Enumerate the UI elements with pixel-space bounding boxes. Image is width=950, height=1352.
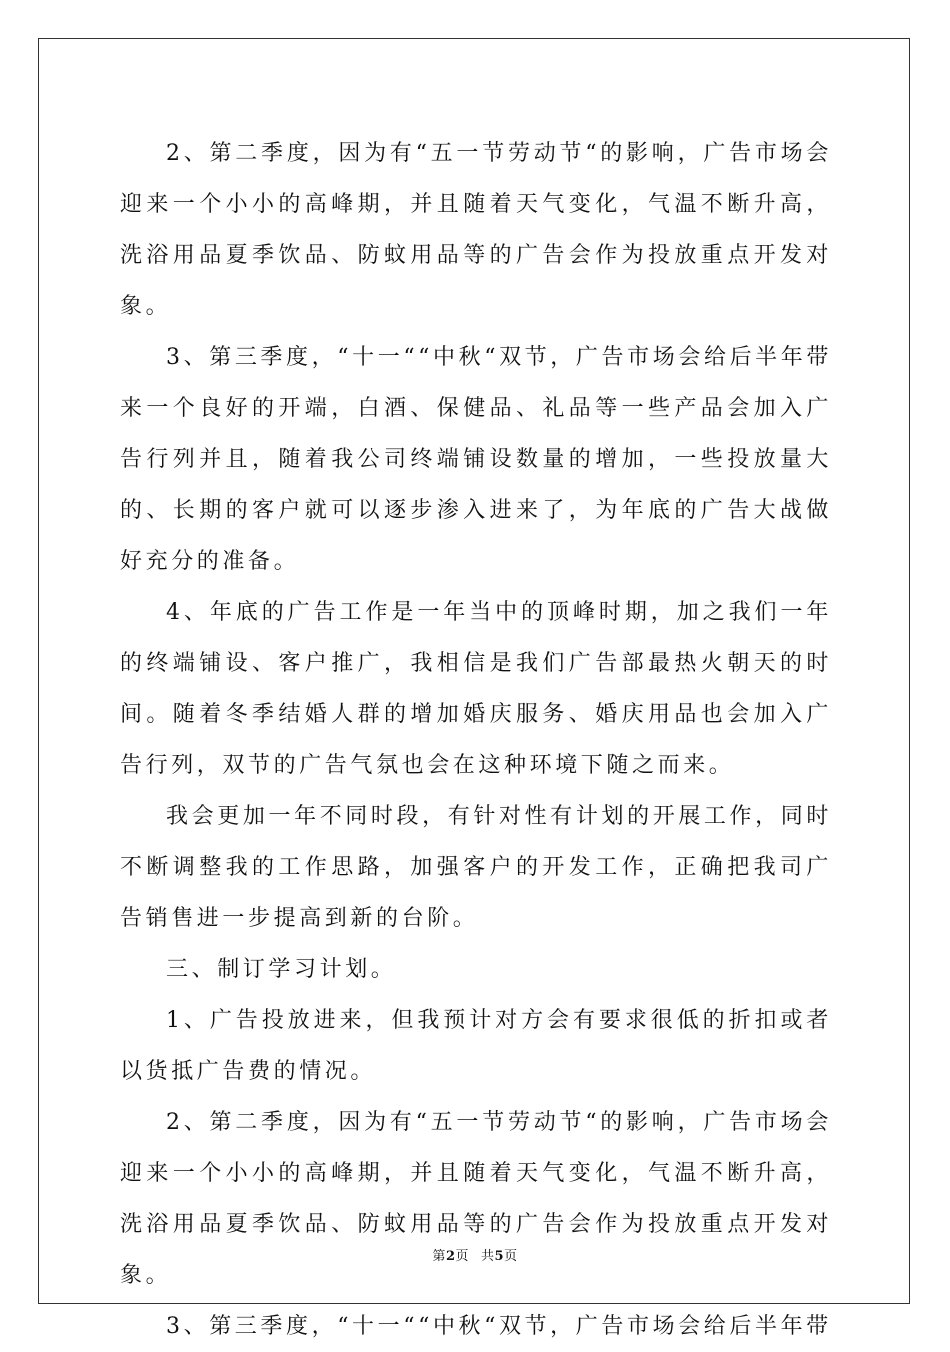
page-total: 共5页 [481,1249,518,1264]
document-body [120,128,832,1352]
paragraph: 1、广告投放进来，但我预计对方会有要求很低的折扣或者以货抵广告费的情况。 [120,1008,832,1084]
paragraph: 我会更加一年不同时段，有针对性有计划的开展工作，同时不断调整我的工作思路，加强客户的开发工作，正确把我司广告销售进一步提高到新的台阶。 [120,804,832,931]
paragraph: 4、年底的广告工作是一年当中的顶峰时期，加之我们一年的终端铺设、客户推广，我相信是我们广告部最热火朝天的时间。随着冬季结婚人群的增加婚庆服务、婚庆用品也会加入广告行列，双节的广告气氛也会在这种环境下随之而来。 [120,600,832,778]
paragraph: 3、第三季度，“十一““中秋“双节，广告市场会给后半年带 [166,1314,832,1339]
paragraph: 3、第三季度，“十一““中秋“双节，广告市场会给后半年带来一个良好的开端，白酒、保健品、礼品等一些产品会加入广告行列并且，随着我公司终端铺设数量的增加，一些投放量大的、长期的客户就可以逐步渗入进来了，为年底的广告大战做好充分的准备。 [120,345,832,574]
paragraph: 2、第二季度，因为有“五一节劳动节“的影响，广告市场会迎来一个小小的高峰期，并且随着天气变化，气温不断升高，洗浴用品夏季饮品、防蚊用品等的广告会作为投放重点开发对象。 [120,1110,832,1288]
page-footer [0,1245,950,1264]
page-number: 第2页 [432,1249,469,1264]
section-heading: 三、制订学习计划。 [166,957,397,982]
paragraph: 2、第二季度，因为有“五一节劳动节“的影响，广告市场会迎来一个小小的高峰期，并且随着天气变化，气温不断升高，洗浴用品夏季饮品、防蚊用品等的广告会作为投放重点开发对象。 [120,141,832,319]
